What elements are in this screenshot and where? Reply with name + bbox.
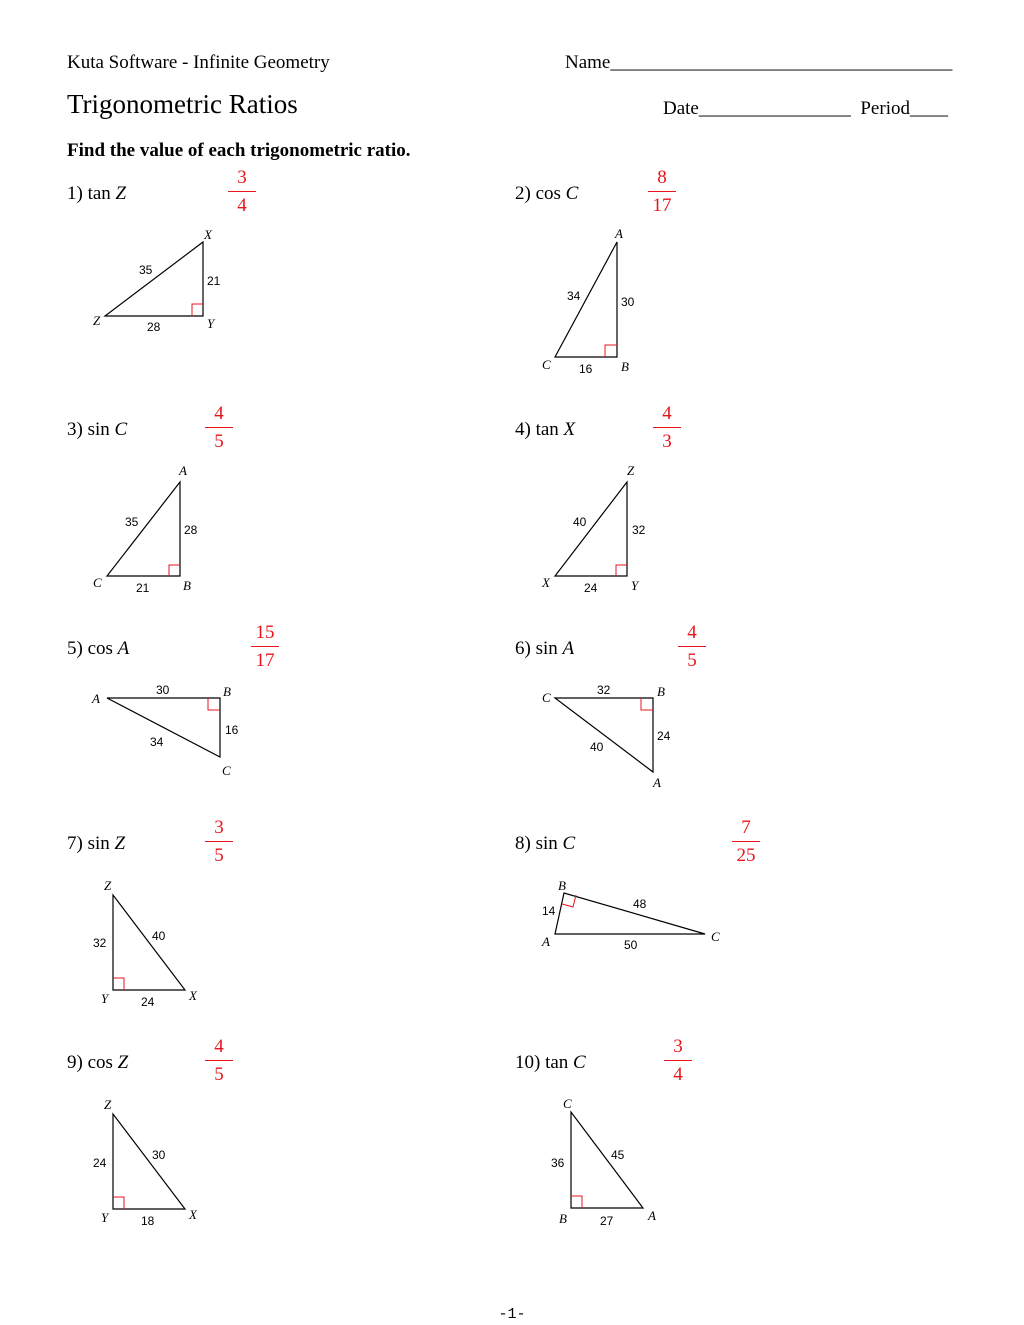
side-length: 40 xyxy=(573,515,587,529)
answer-numerator: 8 xyxy=(657,167,667,188)
answer-numerator: 3 xyxy=(237,167,247,188)
angle-variable: C xyxy=(565,183,579,204)
question-number: 7) xyxy=(67,833,83,854)
vertex-label: B xyxy=(559,1211,567,1226)
side-length: 35 xyxy=(139,263,153,277)
angle-variable: Z xyxy=(115,183,127,204)
date-period-field: Date________________ Period____ xyxy=(663,98,948,119)
vertex-label: C xyxy=(542,357,551,372)
answer-numerator: 3 xyxy=(673,1036,683,1057)
side-length: 34 xyxy=(150,735,164,749)
right-angle-marker xyxy=(113,978,124,990)
trig-function: tan xyxy=(545,1052,569,1073)
answer-denominator: 5 xyxy=(214,845,224,866)
vertex-label: Z xyxy=(104,878,112,893)
triangle xyxy=(555,893,705,934)
question-number: 3) xyxy=(67,419,83,440)
answer-numerator: 3 xyxy=(214,817,224,838)
right-angle-marker xyxy=(113,1197,124,1209)
answer-denominator: 3 xyxy=(662,431,672,452)
angle-variable: C xyxy=(573,1052,586,1073)
question-number: 8) xyxy=(515,833,531,854)
vertex-label: Z xyxy=(627,463,635,478)
vertex-label: C xyxy=(222,763,231,778)
vertex-label: B xyxy=(657,684,665,699)
angle-variable: A xyxy=(562,638,575,659)
right-angle-marker xyxy=(605,345,617,357)
triangle-figure xyxy=(515,818,965,1038)
side-length: 21 xyxy=(136,581,150,595)
vertex-label: X xyxy=(204,227,212,242)
side-length: 24 xyxy=(584,581,598,595)
side-length: 28 xyxy=(147,320,161,334)
vertex-label: C xyxy=(563,1096,572,1111)
answer-numerator: 4 xyxy=(214,1036,224,1057)
side-length: 40 xyxy=(152,929,166,943)
side-length: 16 xyxy=(579,362,593,376)
problem-2 xyxy=(515,168,965,388)
side-length: 32 xyxy=(632,523,646,537)
worksheet-title: Trigonometric Ratios xyxy=(67,89,298,119)
vertex-label: Z xyxy=(104,1097,112,1112)
side-length: 50 xyxy=(624,938,638,952)
answer-denominator: 5 xyxy=(687,650,697,671)
vertex-label: A xyxy=(648,1208,656,1223)
side-length: 27 xyxy=(600,1214,614,1228)
trig-function: sin xyxy=(535,833,558,854)
problem-9 xyxy=(67,1037,517,1257)
vertex-label: C xyxy=(542,690,551,705)
right-angle-marker xyxy=(208,698,220,710)
answer-numerator: 4 xyxy=(214,403,224,424)
angle-variable: X xyxy=(563,419,576,440)
side-length: 48 xyxy=(633,897,647,911)
question-number: 4) xyxy=(515,419,531,440)
vertex-label: A xyxy=(92,691,100,706)
vertex-label: B xyxy=(223,684,231,699)
triangle xyxy=(113,895,185,990)
side-length: 35 xyxy=(125,515,139,529)
side-length: 21 xyxy=(207,274,221,288)
side-length: 24 xyxy=(141,995,155,1009)
trig-function: sin xyxy=(535,638,558,659)
instructions: Find the value of each trigonometric ratio. xyxy=(67,140,411,161)
problem-6 xyxy=(515,623,965,843)
triangle xyxy=(555,698,653,772)
right-angle-marker xyxy=(571,1196,582,1208)
answer-denominator: 4 xyxy=(673,1064,683,1085)
triangle-figure xyxy=(67,623,517,843)
side-length: 34 xyxy=(567,289,581,303)
angle-variable: C xyxy=(562,833,576,854)
answer-numerator: 4 xyxy=(687,622,697,643)
triangle xyxy=(555,482,627,576)
triangle xyxy=(571,1112,643,1208)
trig-function: sin xyxy=(87,833,110,854)
triangle-figure xyxy=(515,404,965,624)
problem-1 xyxy=(67,168,517,388)
vertex-label: Y xyxy=(631,578,639,593)
answer-numerator: 4 xyxy=(662,403,672,424)
page-number: -1- xyxy=(498,1306,526,1323)
side-length: 32 xyxy=(597,683,611,697)
software-header: Kuta Software - Infinite Geometry xyxy=(67,52,330,73)
angle-variable: Z xyxy=(114,833,126,854)
vertex-label: A xyxy=(615,226,623,241)
answer-denominator: 4 xyxy=(237,195,247,216)
vertex-label: A xyxy=(653,775,661,790)
trig-function: cos xyxy=(87,1052,113,1073)
side-length: 45 xyxy=(611,1148,625,1162)
problem-3 xyxy=(67,404,517,624)
vertex-label: A xyxy=(542,934,550,949)
question-number: 2) xyxy=(515,183,531,204)
right-angle-marker xyxy=(562,895,576,907)
triangle-figure xyxy=(67,1037,517,1257)
side-length: 30 xyxy=(156,683,170,697)
vertex-label: Y xyxy=(207,316,215,331)
problem-7 xyxy=(67,818,517,1038)
name-field: Name____________________________________ xyxy=(565,52,953,73)
triangle xyxy=(107,482,180,576)
trig-function: sin xyxy=(87,419,110,440)
side-length: 28 xyxy=(184,523,198,537)
angle-variable: Z xyxy=(117,1052,129,1073)
question-number: 6) xyxy=(515,638,531,659)
problem-5 xyxy=(67,623,517,843)
right-angle-marker xyxy=(169,565,180,576)
side-length: 18 xyxy=(141,1214,155,1228)
trig-function: cos xyxy=(535,183,561,204)
triangle-figure xyxy=(515,168,965,388)
side-length: 14 xyxy=(542,904,556,918)
question-number: 10) xyxy=(515,1052,541,1073)
right-angle-marker xyxy=(616,565,627,576)
triangle xyxy=(105,242,203,316)
right-angle-marker xyxy=(192,304,203,316)
problem-10 xyxy=(515,1037,965,1257)
vertex-label: C xyxy=(711,929,720,944)
side-length: 36 xyxy=(551,1156,565,1170)
side-length: 24 xyxy=(93,1156,107,1170)
answer-denominator: 17 xyxy=(255,650,275,671)
vertex-label: B xyxy=(183,578,191,593)
answer-denominator: 25 xyxy=(736,845,756,866)
vertex-label: C xyxy=(93,575,102,590)
vertex-label: B xyxy=(558,878,566,893)
side-length: 24 xyxy=(657,729,671,743)
vertex-label: Y xyxy=(101,1210,109,1225)
angle-variable: A xyxy=(117,638,130,659)
answer-denominator: 17 xyxy=(652,195,672,216)
side-length: 30 xyxy=(152,1148,166,1162)
answer-numerator: 15 xyxy=(255,622,275,643)
problem-4 xyxy=(515,404,965,624)
triangle xyxy=(107,698,220,757)
triangle-figure xyxy=(67,818,517,1038)
answer-denominator: 5 xyxy=(214,1064,224,1085)
vertex-label: A xyxy=(179,463,187,478)
question-number: 5) xyxy=(67,638,83,659)
side-length: 32 xyxy=(93,936,107,950)
triangle xyxy=(555,242,617,357)
vertex-label: B xyxy=(621,359,629,374)
answer-numerator: 7 xyxy=(741,817,751,838)
triangle-figure xyxy=(515,1037,965,1257)
problem-8 xyxy=(515,818,965,1038)
triangle-figure xyxy=(515,623,965,843)
trig-function: cos xyxy=(87,638,113,659)
question-number: 1) xyxy=(67,183,83,204)
triangle-figure xyxy=(67,168,517,388)
trig-function: tan xyxy=(87,183,111,204)
vertex-label: X xyxy=(189,988,197,1003)
question-number: 9) xyxy=(67,1052,83,1073)
answer-denominator: 5 xyxy=(214,431,224,452)
triangle xyxy=(113,1114,185,1209)
vertex-label: X xyxy=(189,1207,197,1222)
vertex-label: Y xyxy=(101,991,109,1006)
vertex-label: Z xyxy=(93,313,101,328)
angle-variable: C xyxy=(114,419,128,440)
side-length: 40 xyxy=(590,740,604,754)
vertex-label: X xyxy=(542,575,550,590)
side-length: 30 xyxy=(621,295,635,309)
trig-function: tan xyxy=(535,419,559,440)
triangle-figure xyxy=(67,404,517,624)
right-angle-marker xyxy=(641,698,653,710)
side-length: 16 xyxy=(225,723,239,737)
